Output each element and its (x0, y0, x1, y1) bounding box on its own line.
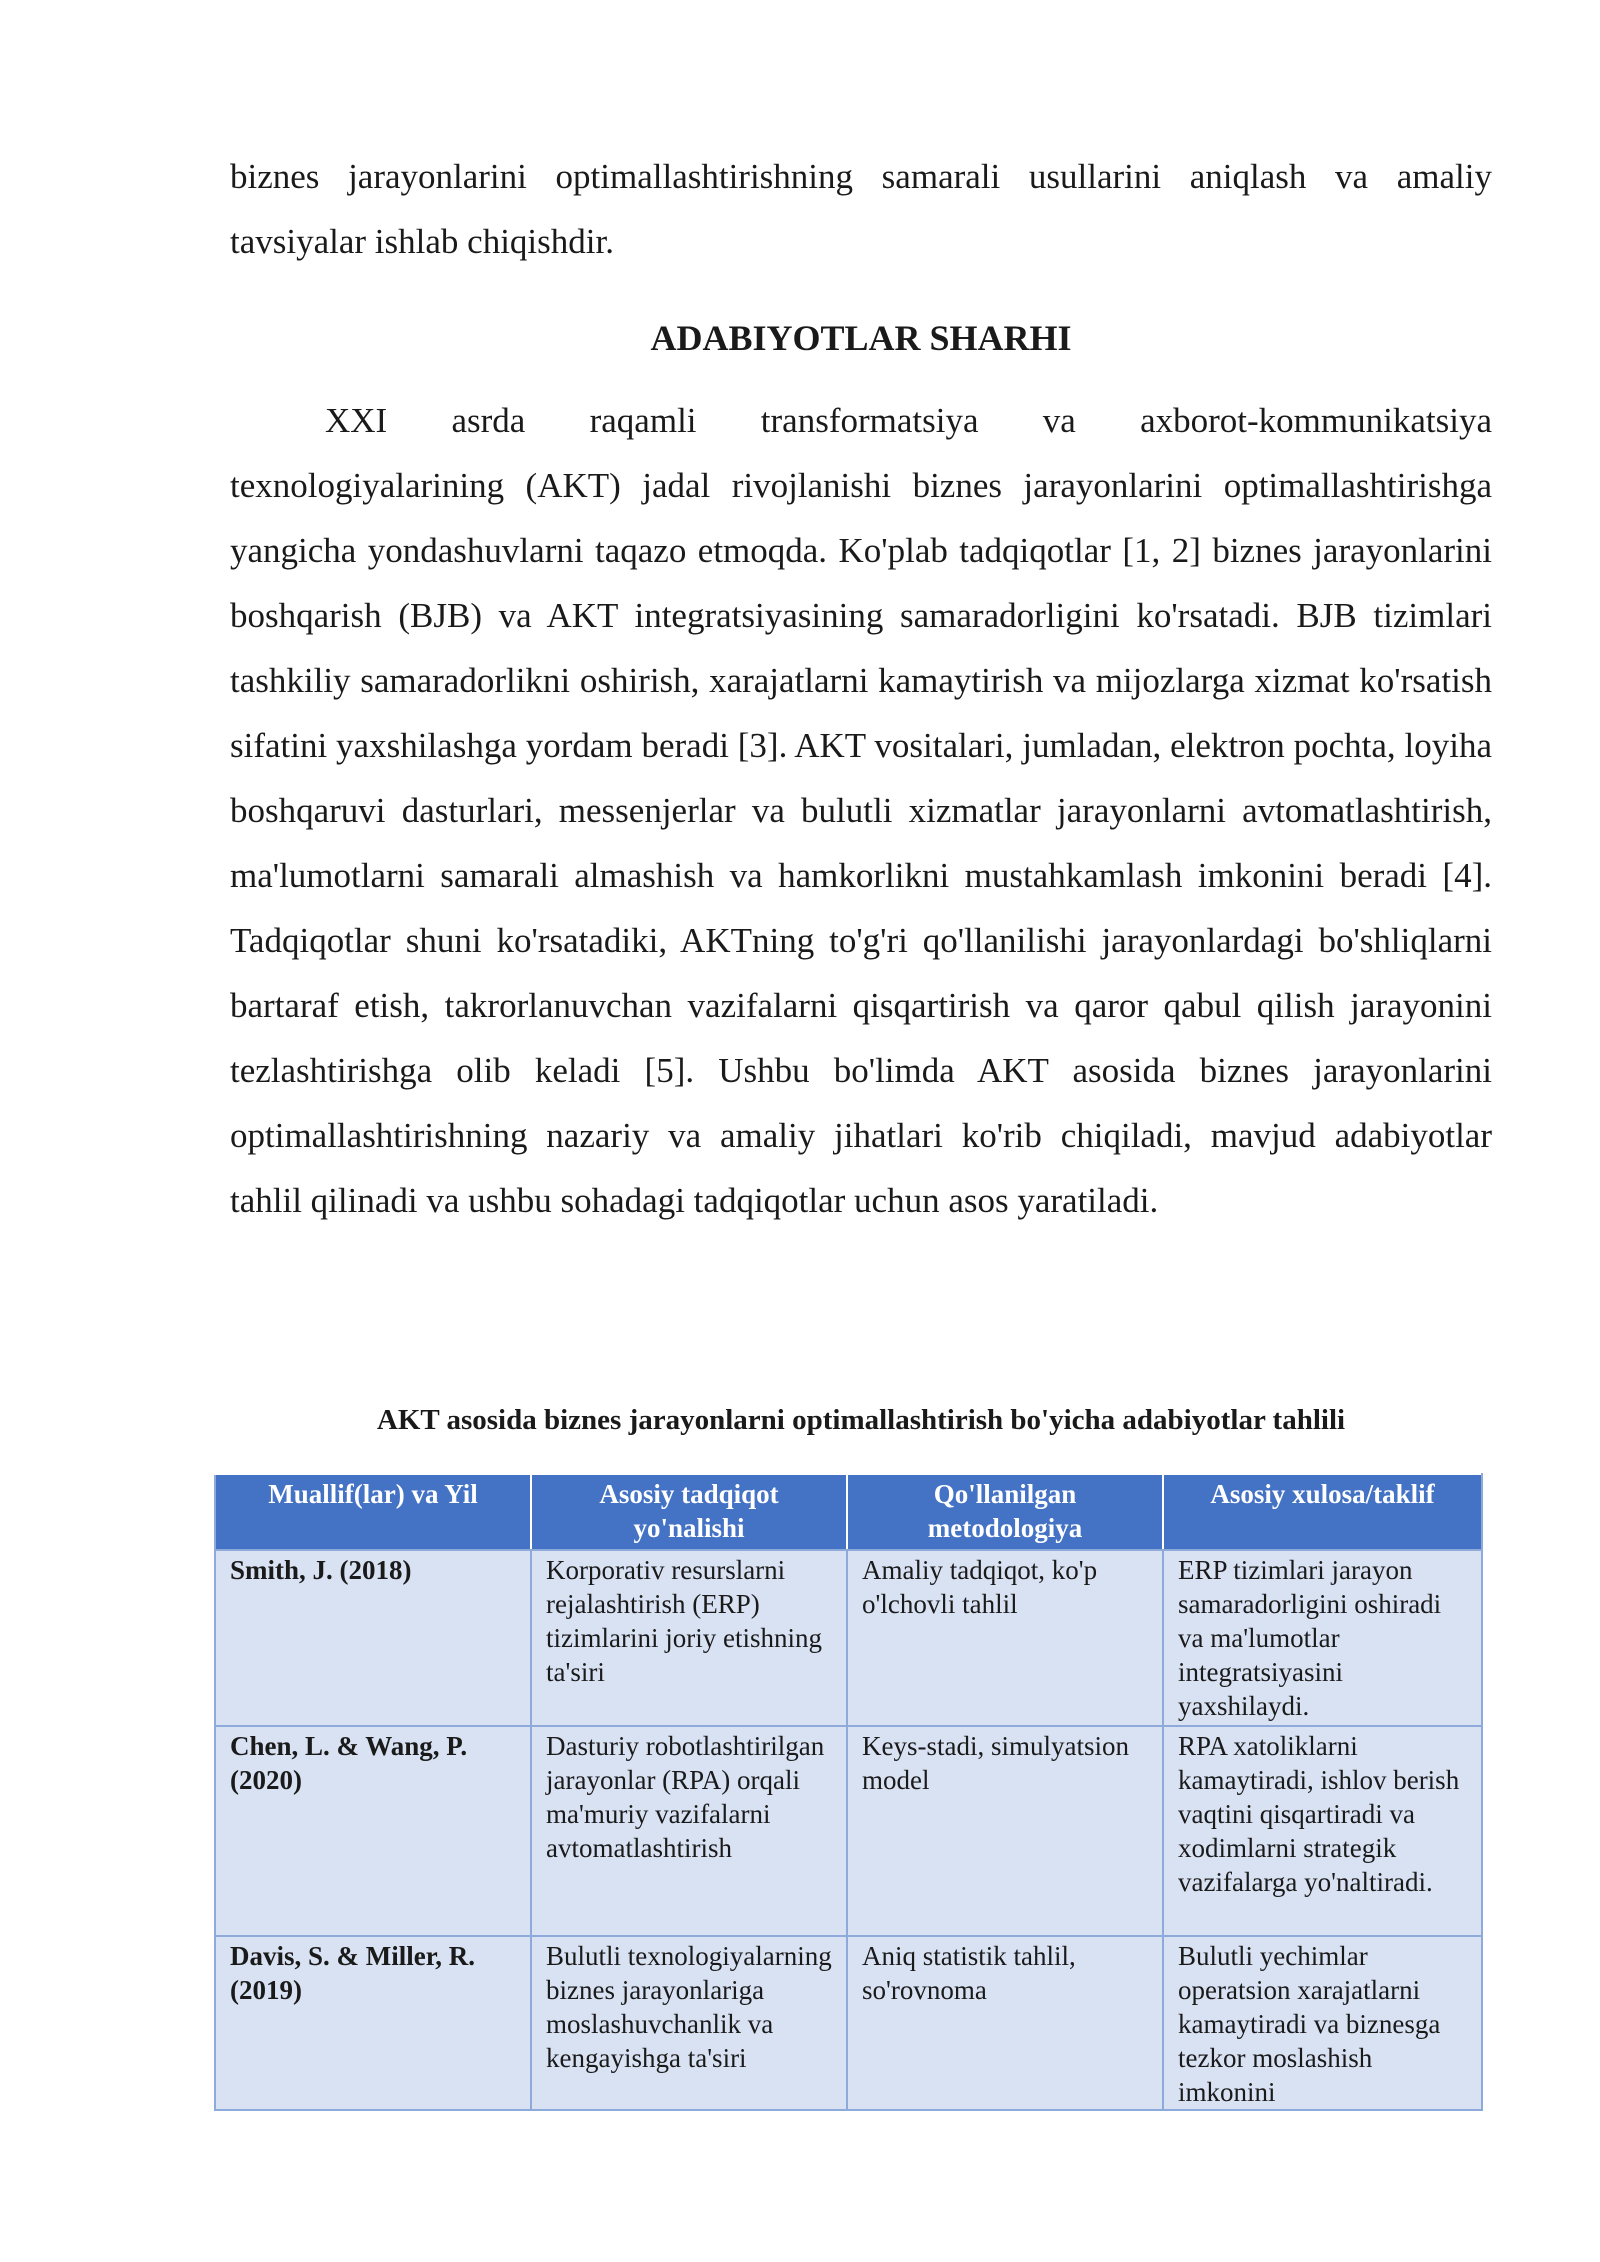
column-header-direction: Asosiy tadqiqot yo'nalishi (531, 1474, 847, 1550)
cell-conclusion: RPA xatoliklarni kamaytiradi, ishlov berish vaqtini qisqartiradi va xodimlarni strategik vazifalarga yo'naltiradi. (1163, 1726, 1482, 1936)
cell-direction: Bulutli texnologiyalarning biznes jarayonlariga moslashuvchanlik va kengayishga ta'siri (531, 1936, 847, 2110)
cell-methodology: Keys-stadi, simulyatsion model (847, 1726, 1163, 1936)
cell-author: Chen, L. & Wang, P. (2020) (215, 1726, 531, 1936)
table-caption: AKT asosida biznes jarayonlarni optimallashtirish bo'yicha adabiyotlar tahlili (376, 1404, 1346, 1436)
cell-methodology: Amaliy tadqiqot, ko'p o'lchovli tahlil (847, 1550, 1163, 1726)
column-header-methodology: Qo'llanilgan metodologiya (847, 1474, 1163, 1550)
cell-author: Davis, S. & Miller, R. (2019) (215, 1936, 531, 2110)
section-heading: ADABIYOTLAR SHARHI (650, 318, 1072, 358)
cell-direction: Dasturiy robotlashtirilgan jarayonlar (RPA) orqali ma'muriy vazifalarni avtomatlashtirish (531, 1726, 847, 1936)
literature-review-paragraph: XXI asrda raqamli transformatsiya va axborot-kommunikatsiya texnologiyalarining (AKT) jadal rivojlanishi biznes jarayonlarini optimallashtirishga yangicha yondashuvlarni taqazo etmoqda. Ko'plab tadqiqotlar [1, 2] biznes jarayonlarini boshqarish (BJB) va AKT integratsiyasining samaradorligini ko'rsatadi. BJB tizimlari tashkiliy samaradorlikni oshirish, xarajatlarni kamaytirish va mijozlarga xizmat ko'rsatish sifatini yaxshilashga yordam beradi [3]. AKT vositalari, jumladan, elektron pochta, loyiha boshqaruvi dasturlari, messenjerlar va bulutli xizmatlar jarayonlarni avtomatlashtirish, ma'lumotlarni samarali almashish va hamkorlikni mustahkamlash imkonini beradi [4]. Tadqiqotlar shuni ko'rsatadiki, AKTning to'g'ri qo'llanilishi jarayonlardagi bo'shliqlarni bartaraf etish, takrorlanuvchan vazifalarni qisqartirish va qaror qabul qilish jarayonini tezlashtirishga olib keladi [5]. Ushbu bo'limda AKT asosida biznes jarayonlarini optimallashtirishning nazariy va amaliy jihatlari ko'rib chiqiladi, mavjud adabiyotlar tahlil qilinadi va ushbu sohadagi tadqiqotlar uchun asos yaratiladi. (230, 401, 1492, 1220)
cell-author: Smith, J. (2018) (215, 1550, 531, 1726)
cell-conclusion: Bulutli yechimlar operatsion xarajatlarni kamaytiradi va biznesga tezkor moslashish imkonini (1163, 1936, 1482, 2110)
column-header-conclusion: Asosiy xulosa/taklif (1163, 1474, 1482, 1550)
literature-table (214, 1473, 1483, 2111)
cell-methodology: Aniq statistik tahlil, so'rovnoma (847, 1936, 1163, 2110)
cell-conclusion: ERP tizimlari jarayon samaradorligini oshiradi va ma'lumotlar integratsiyasini yaxshilaydi. (1163, 1550, 1482, 1726)
cell-direction: Korporativ resurslarni rejalashtirish (ERP) tizimlarini joriy etishning ta'siri (531, 1550, 847, 1726)
intro-paragraph-tail: biznes jarayonlarini optimallashtirishning samarali usullarini aniqlash va amaliy tavsiyalar ishlab chiqishdir. (230, 157, 1492, 261)
column-header-author: Muallif(lar) va Yil (215, 1474, 531, 1550)
table-row (215, 1726, 1482, 1936)
table-row (215, 1550, 1482, 1726)
table-header-row (215, 1474, 1482, 1550)
table-row (215, 1936, 1482, 2110)
